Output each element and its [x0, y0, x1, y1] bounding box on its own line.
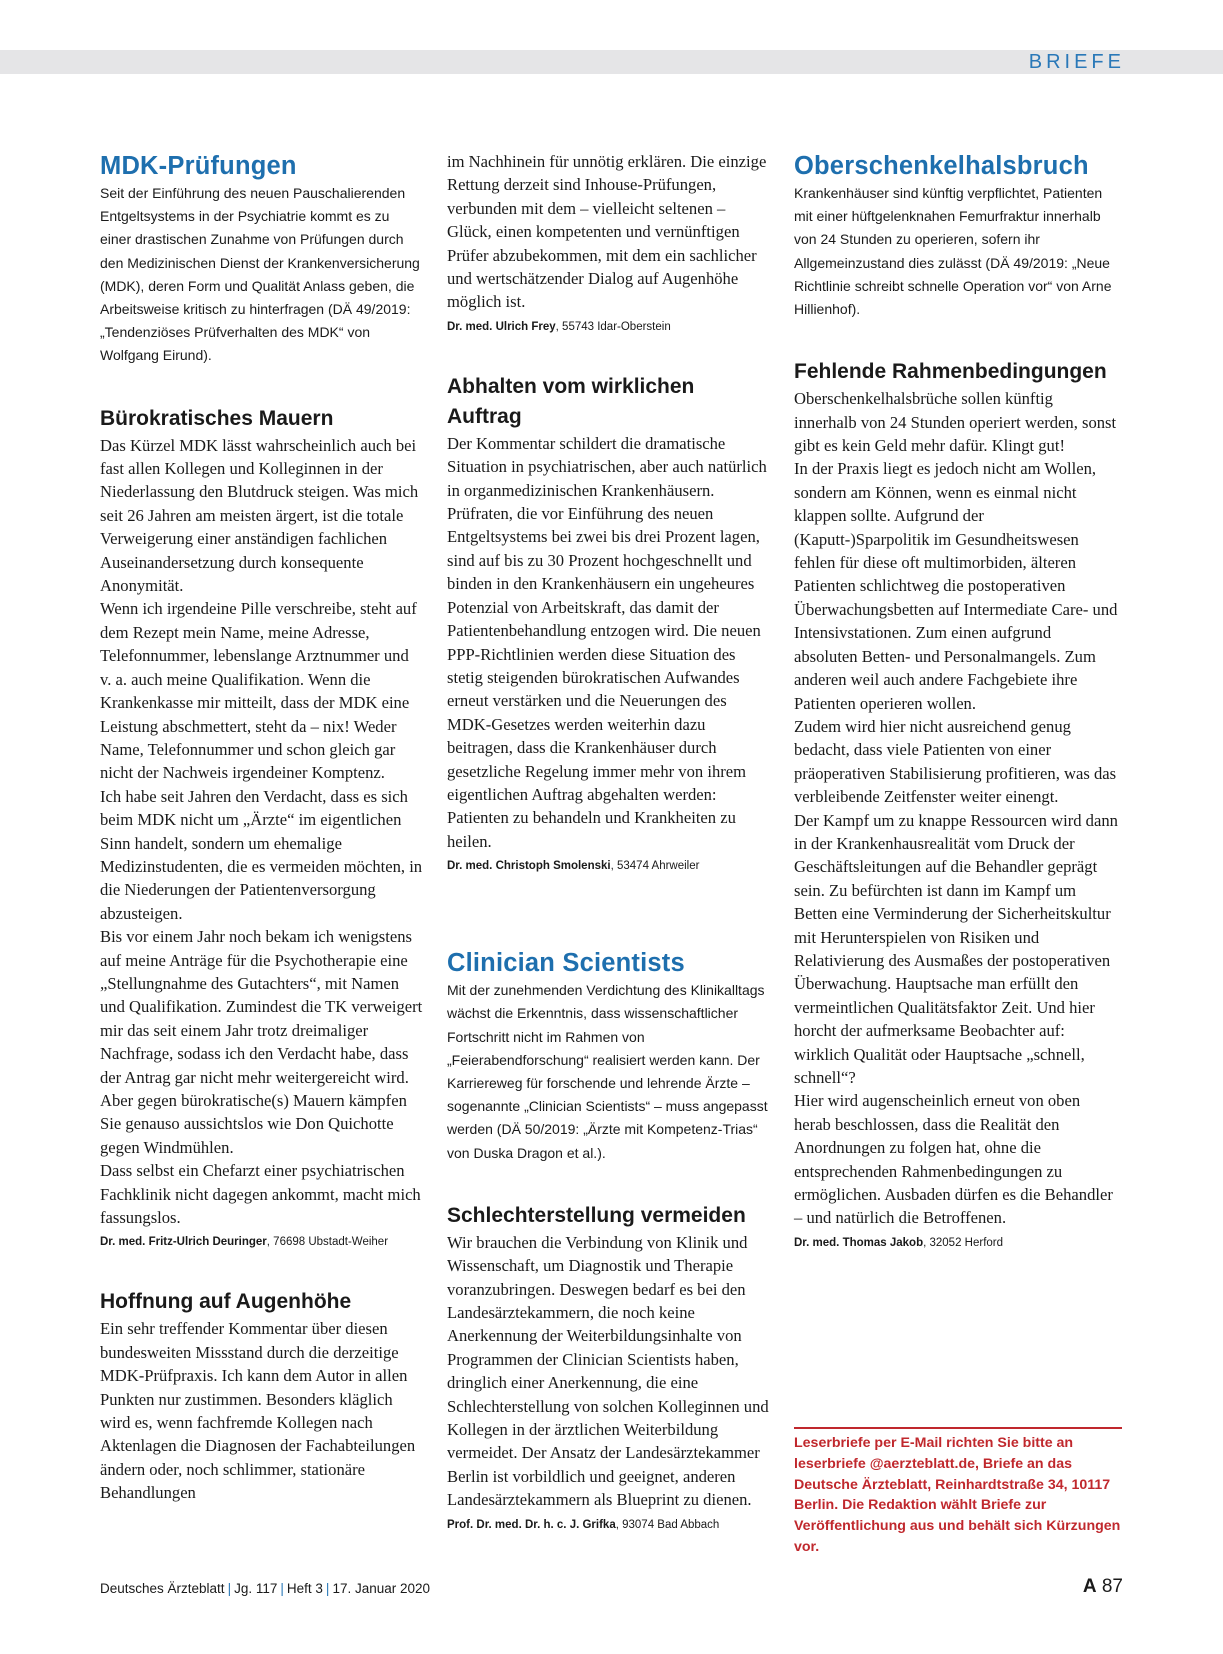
paragraph: Dass selbst ein Chefarzt einer psychiatrischen Fachklinik nicht dagegen ankommt, macht mich fassungslos.	[100, 1161, 421, 1228]
author-name: Prof. Dr. med. Dr. h. c. J. Grifka	[447, 1518, 616, 1531]
letter-heading-buerokratisches-mauern: Bürokratisches Mauern	[100, 406, 334, 430]
column-2	[447, 150, 771, 1534]
journal-volume: Jg. 117	[234, 1581, 278, 1596]
column-3	[794, 150, 1118, 1252]
column-1	[100, 150, 424, 1505]
topic-title-oberschenkelhalsbruch: Oberschenkelhalsbruch	[794, 152, 1089, 180]
paragraph: Hier wird augenscheinlich erneut von oben herab beschlossen, dass die Realität den Anordnungen zu folgen hat, ohne die entsprechenden Rahmenbedingungen zu ermöglichen. Ausbaden dürfen es die Behandler – und natürlich die Betroffenen.	[794, 1091, 1113, 1228]
letter-heading-schlechterstellung: Schlechterstellung vermeiden	[447, 1203, 746, 1227]
paragraph: Wenn ich irgendeine Pille verschreibe, steht auf dem Rezept mein Name, meine Adresse, Telefonnummer, lebenslange Arztnummer und v. a. auch meine Qualifikation. Wenn die Krankenkasse mir mitteilt, dass der MDK eine Leistung abschmettert, steht da – nix! Weder Name, Telefonnummer und schon gleich gar nicht der Nachweis irgendeiner Komptenz.	[100, 599, 417, 783]
author-name: Dr. med. Ulrich Frey	[447, 320, 556, 333]
page-number	[1083, 1576, 1123, 1598]
topic-intro-mdk: Seit der Einführung des neuen Pauschalierenden Entgeltsystems in der Psychiatrie kommt es zu einer drastischen Zunahme von Prüfungen durch den Medizinischen Dienst der Krankenversicherung (MDK), deren Form und Qualität Anlass geben, die Arbeitsweise kritisch zu hinterfragen (DÄ 49/2019: „Tendenziöses Prüfverhalten des MDK“ von Wolfgang Eirund).	[100, 185, 420, 364]
paragraph: Ein sehr treffender Kommentar über diesen bundesweiten Missstand durch die derzeitige MDK-Prüfpraxis. Ich kann dem Autor in allen Punkten nur zustimmen. Besonders kläglich wird es, wenn fachfremde Kollegen nach Aktenlagen die Diagnosen der Fachabteilungen ändern oder, noch schlimmer, stationäre Behandlungen	[100, 1319, 416, 1503]
paragraph: im Nachhinein für unnötig erklären. Die einzige Rettung derzeit sind Inhouse-Prüfungen, verbunden mit dem – vielleicht seltenen – Glück, einen kompetenten und vernünftigen Prüfer abzubekommen, mit dem ein sachlicher und wertschätzender Dialog auf Augenhöhe möglich ist.	[447, 152, 767, 312]
letter-body-schlechterstellung	[447, 1231, 771, 1512]
paragraph: Oberschenkelhalsbrüche sollen künftig innerhalb von 24 Stunden operiert werden, sonst gibt es kein Geld mehr dafür. Klingt gut!	[794, 389, 1117, 456]
section-label: BRIEFE	[1028, 51, 1125, 73]
paragraph: Wir brauchen die Verbindung von Klinik und Wissenschaft, um Diagnostik und Therapie voranzubringen. Deswegen bedarf es bei den Landesärztekammern, die noch keine Anerkennung der Weiterbildungsinhalte von Programmen der Clinician Scientists haben, dringlich einer Anerkennung, die eine Schlechterstellung von solchen Kolleginnen und Kollegen in der ärztlichen Weiterbildung vermeidet. Der Ansatz der Landesärztekammer Berlin ist vorbildlich und geeignet, anderen Landesärztekammern als Blueprint zu dienen.	[447, 1232, 769, 1510]
page-number-value: 87	[1101, 1576, 1123, 1597]
author-name: Dr. med. Fritz-Ulrich Deuringer	[100, 1236, 267, 1249]
journal-name: Deutsches Ärzteblatt	[100, 1581, 225, 1596]
letter-heading-fehlende-rahmenbedingungen: Fehlende Rahmenbedingungen	[794, 360, 1107, 384]
paragraph: In der Praxis liegt es jedoch nicht am Wollen, sondern am Können, wenn es einmal nicht klappen sollte. Aufgrund der (Kaputt-)Sparpolitik im Gesundheitswesen fehlen für diese oft multimorbiden, älteren Patienten schlichtweg die postoperativen Überwachungsbetten auf Intermediate Care- und Intensivstationen. Zum einen aufgrund absoluten Betten- und Personalmangels. Zum anderen weil auch andere Fachgebiete ihre Patienten operieren wollen.	[794, 459, 1118, 713]
author-location: , 32052 Herford	[923, 1236, 1004, 1249]
issue-date: 17. Januar 2020	[332, 1581, 431, 1596]
paragraph: Ich habe seit Jahren den Verdacht, dass es sich beim MDK nicht um „Ärzte“ im eigentlichen Sinn handelt, sondern um ehemalige Medizinstudenten, die es vermeiden möchten, in die Niederungen der Patientenversorgung abzusteigen.	[100, 786, 423, 923]
topic-title-mdk: MDK-Prüfungen	[100, 152, 297, 180]
author-location: , 53474 Ahrweiler	[610, 860, 700, 873]
author-location: , 76698 Ubstadt-Weiher	[266, 1236, 389, 1249]
author-location: , 55743 Idar-Oberstein	[555, 320, 671, 333]
topic-intro-clinician-scientists: Mit der zunehmenden Verdichtung des Klinikalltags wächst die Erkenntnis, dass wissenschaftlicher Fortschritt nicht im Rahmen von „Feierabendforschung“ realisiert werden kann. Der Karriereweg für forschende und lehrende Ärzte – sogenannte „Clinician Scientists“ – muss angepasst werden (DÄ 50/2019: „Ärzte mit Kompetenz-Trias“ von Duska Dragon et al.).	[447, 982, 768, 1161]
letter-signature	[794, 1234, 1118, 1252]
page-prefix: A	[1082, 1576, 1097, 1597]
topic-title-clinician-scientists: Clinician Scientists	[447, 949, 685, 978]
journal-issue: Heft 3	[286, 1581, 323, 1596]
letter-body-fehlende-rahmenbedingungen	[794, 387, 1118, 1230]
paragraph: Der Kampf um zu knappe Ressourcen wird dann in der Krankenhausrealität vom Druck der Geschäftsleitungen auf die Behandler geprägt sein. Zu befürchten ist dann im Kampf um Betten eine Verminderung der Sicherheitskultur mit Herunterspielen von Risiken und Relativierung des Ausmaßes der postoperativen Überwachung. Hauptsache man erfüllt den vermeintlichen Qualitätsfaktor Zeit. Und hier horcht der aufmerksame Beobachter auf: wirklich Qualität oder Hauptsache „schnell, schnell“?	[794, 810, 1118, 1087]
letter-body-abhalten	[447, 432, 771, 853]
letter-signature	[447, 1516, 771, 1534]
letter-signature	[447, 857, 771, 875]
letter-body-continued	[447, 150, 771, 314]
paragraph: Das Kürzel MDK lässt wahrscheinlich auch bei fast allen Kollegen und Kolleginnen in der Niederlassung den Blutdruck steigen. Was mich seit 26 Jahren am meisten ärgert, ist die totale Verweigerung einer anständigen fachlichen Auseinandersetzung durch konsequente Anonymität.	[100, 435, 419, 596]
author-name: Dr. med. Christoph Smolenski	[447, 860, 611, 873]
letter-heading-abhalten: Abhalten vom wirklichen Auftrag	[447, 374, 695, 428]
letter-heading-hoffnung-auf-augenhoehe: Hoffnung auf Augenhöhe	[100, 1290, 352, 1314]
letter-signature	[100, 1233, 424, 1251]
letter-body-buerokratisches-mauern	[100, 434, 424, 1230]
letter-body-hoffnung-auf-augenhoehe	[100, 1317, 424, 1504]
topic-intro-oberschenkelhalsbruch: Krankenhäuser sind künftig verpflichtet, Patienten mit einer hüftgelenknahen Femurfraktur innerhalb von 24 Stunden zu operieren, sofern ihr Allgemeinzustand dies zulässt (DÄ 49/2019: „Neue Richtlinie schreibt schnelle Operation vor“ von Arne Hillienhof).	[794, 185, 1112, 318]
letter-signature	[447, 318, 771, 336]
author-location: , 93074 Bad Abbach	[615, 1518, 720, 1531]
paragraph: Zudem wird hier nicht ausreichend genug bedacht, dass viele Patienten von einer präoperativen Stabilisierung profitieren, was das verbleibende Zeitfenster weiter einengt.	[794, 716, 1117, 807]
paragraph: Bis vor einem Jahr noch bekam ich wenigstens auf meine Anträge für die Psychotherapie eine „Stellungnahme des Gutachters“, mit Namen und Qualifikation. Zumindest die TK verweigert mir das seit einem Jahr trotz dreimaliger Nachfrage, sodass ich den Verdacht habe, dass der Antrag gar nicht mehr weitergereicht wird. Aber gegen bürokratische(s) Mauern kämpfen Sie genauso aussichtslos wie Don Quichotte gegen Windmühlen.	[100, 927, 423, 1157]
author-name: Dr. med. Thomas Jakob	[794, 1236, 924, 1249]
paragraph: Der Kommentar schildert die dramatische Situation in psychiatrischen, aber auch natürlich in organmedizinischen Krankenhäusern. Prüfraten, die vor Einführung des neuen Entgeltsystems bei zwei bis drei Prozent lagen, sind auf bis zu 30 Prozent hochgeschnellt und binden in den Krankenhäusern ein ungeheures Potenzial von Arbeitskraft, das damit der Patientenbehandlung entzogen wird. Die neuen PPP-Richtlinien werden diese Situation des stetig steigenden bürokratischen Aufwandes erneut verstärken und die Neuerungen des MDK-Gesetzes werden weiterhin dazu beitragen, dass die Krankenhäuser durch gesetzliche Regelung immer mehr von ihrem eigentlichen Auftrag abgehalten werden: Patienten zu behandeln und Krankheiten zu heilen.	[447, 433, 767, 851]
page-footer: Deutsches Ärzteblatt | Jg. 117 | Heft 3 | 17. Januar 2020	[100, 1581, 431, 1596]
submission-notice: Leserbriefe per E-Mail richten Sie bitte an leserbriefe @aerzteblatt.de, Briefe an das Deutsche Ärzteblatt, Reinhardtstraße 34, 10117 Berlin. Die Redaktion wählt Briefe zur Veröffentlichung aus und behält sich Kürzungen vor.	[794, 1427, 1122, 1558]
